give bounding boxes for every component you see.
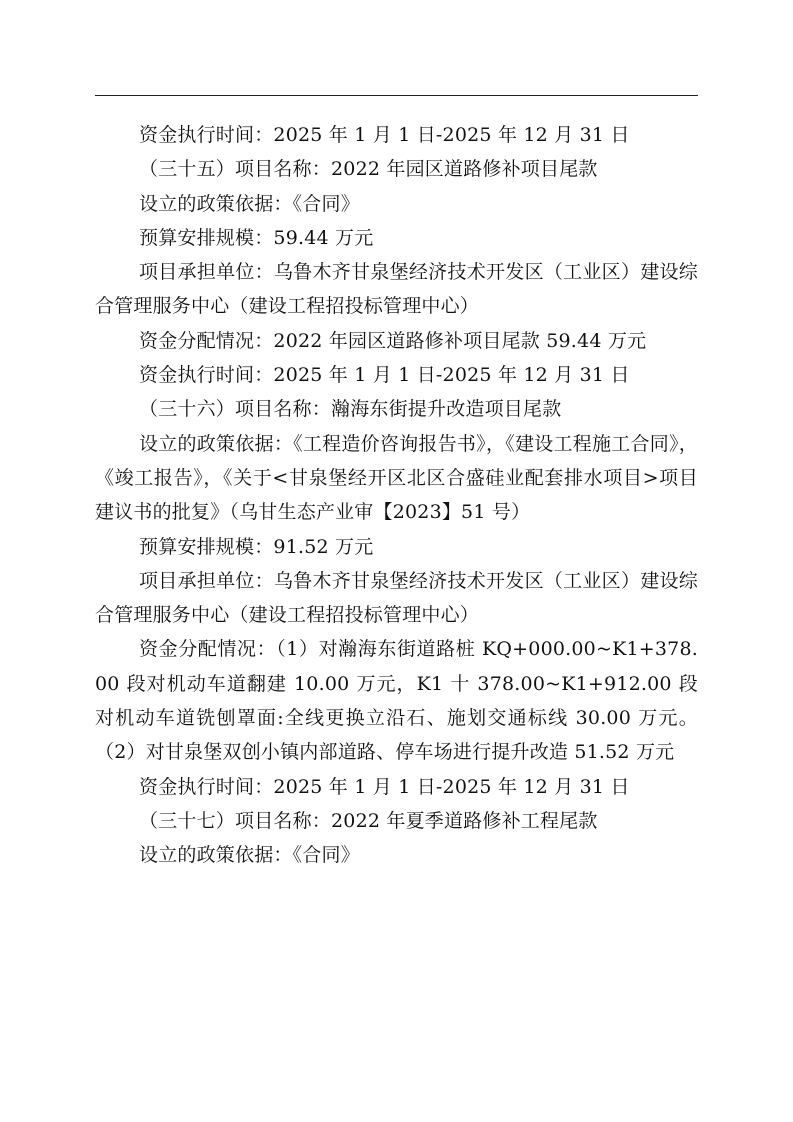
policy-basis-line: 设立的政策依据：《合同》 xyxy=(139,844,360,867)
policy-basis-line: 设立的政策依据：《合同》 xyxy=(139,192,360,215)
policy-basis-line: 设立的政策依据：《工程造价咨询报告书》，《建设工程施工合同》，《竣工报告》，《关于<甘泉堡经开区北区合盛硅业配套排水项目>项目建议书的批复》（乌甘生态产业审【2023】51 号） xyxy=(95,432,698,524)
budget-scale-line: 预算安排规模：59.44 万元 xyxy=(139,226,374,249)
project-title-35: （三十五）项目名称：2022 年园区道路修补项目尾款 xyxy=(139,158,598,181)
undertaking-unit-line: 项目承担单位：乌鲁木齐甘泉堡经济技术开发区（工业区）建设综合管理服务中心（建设工程招投标管理中心） xyxy=(95,261,698,318)
funding-period-line: 资金执行时间：2025 年 1 月 1 日-2025 年 12 月 31 日 xyxy=(139,124,630,146)
document-body xyxy=(95,118,698,873)
fund-allocation-line: 资金分配情况：2022 年园区道路修补项目尾款 59.44 万元 xyxy=(139,329,647,352)
funding-period-line: 资金执行时间：2025 年 1 月 1 日-2025 年 12 月 31 日 xyxy=(139,364,630,387)
undertaking-unit-line: 项目承担单位：乌鲁木齐甘泉堡经济技术开发区（工业区）建设综合管理服务中心（建设工程招投标管理中心） xyxy=(95,569,698,627)
header-rule xyxy=(95,95,698,96)
funding-period-line: 资金执行时间：2025 年 1 月 1 日-2025 年 12 月 31 日 xyxy=(139,775,630,798)
project-title-36: （三十六）项目名称：瀚海东街提升改造项目尾款 xyxy=(139,398,562,421)
project-title-37: （三十七）项目名称：2022 年夏季道路修补工程尾款 xyxy=(139,809,598,832)
budget-scale-line: 预算安排规模：91.52 万元 xyxy=(139,535,374,558)
fund-allocation-line: 资金分配情况：（1）对瀚海东街道路桩 KQ+000.00~K1+378.00 段对机动车道翻建 10.00 万元，K1 十 378.00~K1+912.00 段对机动车道铣刨罩面:全线更换立沿石、施划交通标线 30.00 万元。（2）对甘泉堡双创小镇内部道路、停车场进行提升改造 51.52 万元 xyxy=(95,638,698,764)
